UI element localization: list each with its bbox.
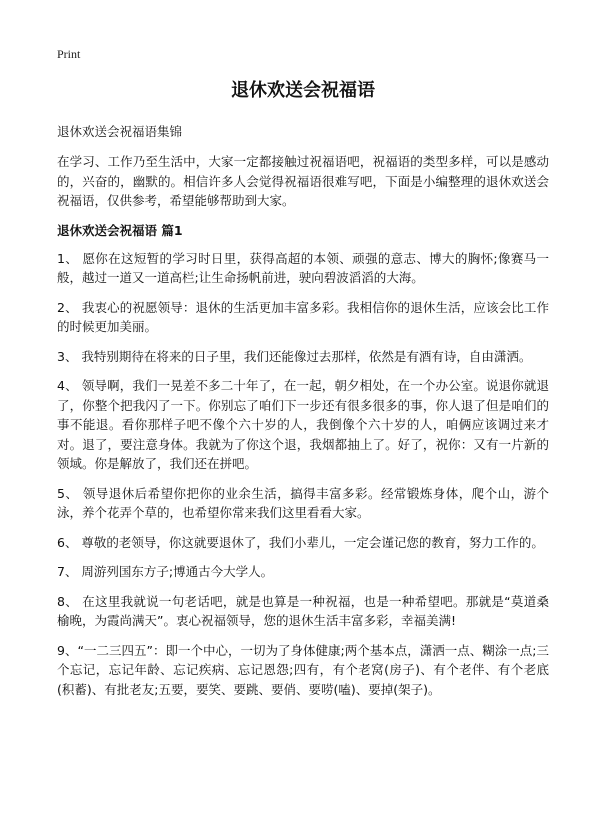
page-title: 退休欢送会祝福语: [231, 80, 375, 101]
list-item: 1、 愿你在这短暂的学习时日里，获得高超的本领、顽强的意志、博大的胸怀;像赛马一般，越过一道又一道高栏;让生命扬帆前进，驶向碧波滔滔的大海。: [57, 250, 549, 285]
list-item: 6、 尊敬的老领导，你这就要退休了，我们小辈儿，一定会谨记您的教育，努力工作的。: [57, 534, 544, 550]
list-item: 5、 领导退休后希望你把你的业余生活，搞得丰富多彩。经常锻炼身体，爬个山，游个泳，养个花弄个草的，也希望你常来我们这里看看大家。: [57, 485, 549, 520]
print-link[interactable]: Print: [57, 47, 81, 61]
subtitle: 退休欢送会祝福语集锦: [57, 124, 183, 139]
list-item: 8、 在这里我就说一句老话吧，就是也算是一种祝福，也是一种希望吧。那就是“莫道桑榆晚，为霞尚满天”。衷心祝福领导，您的退休生活丰富多彩，幸福美满!: [57, 593, 549, 628]
list-item: 4、 领导啊，我们一晃差不多二十年了，在一起，朝夕相处，在一个办公室。说退你就退了，你整个把我闪了一下。你别忘了咱们下一步还有很多很多的事，你人退了但是咱们的事不能退。看你那样子吧不像个六十岁的人，我倒像个六十岁的人，咱俩应该调过来才对。退了，要注意身体。我就为了你这个退，我烟都抽上了。好了，祝你：又有一片新的领域。你是解放了，我们还在拼吧。: [57, 378, 549, 471]
list-item: 2、 我衷心的祝愿领导：退休的生活更加丰富多彩。我相信你的退休生活，应该会比工作的时候更加美丽。: [57, 299, 549, 334]
article: [57, 78, 549, 709]
section-heading: 退休欢送会祝福语 篇1: [57, 222, 183, 238]
list-item: 3、 我特别期待在将来的日子里，我们还能像过去那样，依然是有酒有诗，自由潇洒。: [57, 348, 532, 364]
list-item: 7、 周游列国东方子;博通古今大学人。: [57, 564, 274, 579]
list-item: 9、“一二三四五”：即一个中心，一切为了身体健康;两个基本点，潇洒一点、糊涂一点;三个忘记，忘记年龄、忘记疾病、忘记恩怨;四有，有个老窝(房子)、有个老伴、有个老底(积蓄)、有批老友;五要，要笑、要跳、要俏、要唠(嗑)、要掉(架子)。: [57, 642, 549, 697]
intro-paragraph: 在学习、工作乃至生活中，大家一定都接触过祝福语吧，祝福语的类型多样，可以是感动的，兴奋的，幽默的。相信许多人会觉得祝福语很难写吧，下面是小编整理的退休欢送会祝福语，仅供参考，希望能够帮助到大家。: [57, 154, 549, 208]
